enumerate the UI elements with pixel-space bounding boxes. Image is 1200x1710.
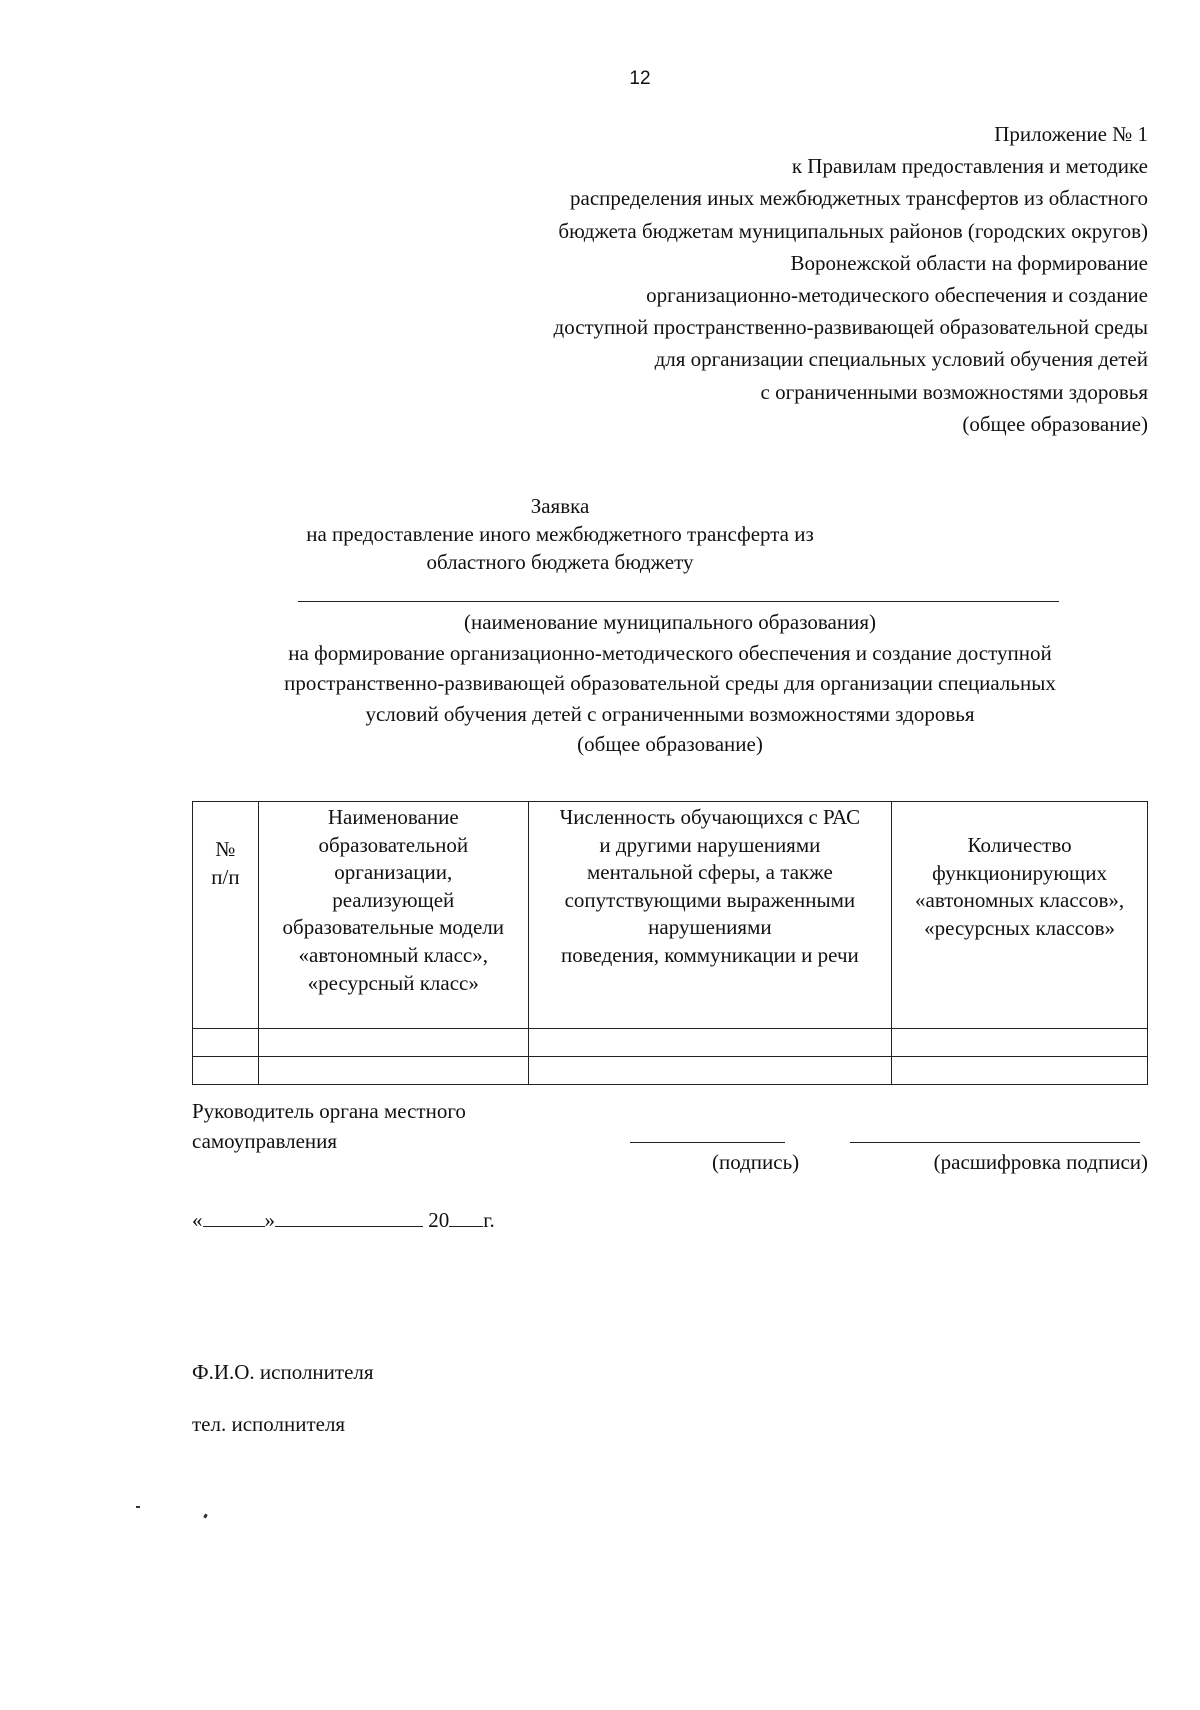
table-cell[interactable] — [892, 1029, 1148, 1057]
table-cell[interactable] — [258, 1029, 528, 1057]
appendix-line: бюджета бюджетам муниципальных районов (городских округов) — [558, 218, 1148, 243]
table-cell[interactable] — [528, 1057, 892, 1085]
header-org-line: образовательной — [318, 832, 469, 857]
scan-speck — [136, 1506, 140, 1508]
appendix-line: организационно-методического обеспечения и создание — [646, 283, 1148, 308]
header-org-line: «ресурсный класс» — [307, 970, 479, 995]
document-title — [180, 492, 940, 576]
municipality-name-caption: (наименование муниципального образования) — [463, 610, 877, 634]
table-cell[interactable] — [258, 1057, 528, 1085]
appendix-line: (общее образование) — [962, 411, 1148, 436]
signature-field[interactable] — [630, 1142, 785, 1143]
header-num-line: № — [215, 837, 236, 861]
header-classes-line: Количество — [967, 833, 1072, 857]
date-month-field[interactable] — [275, 1204, 423, 1227]
signer-title — [192, 1096, 466, 1156]
header-students-line: нарушениями — [648, 915, 772, 940]
header-organization — [258, 802, 528, 1029]
header-classes-line: «автономных классов», — [915, 888, 1125, 913]
title-heading: Заявка — [530, 494, 590, 518]
signature-caption: (подпись) — [712, 1150, 800, 1174]
appendix-line: к Правилам предоставления и методике — [791, 154, 1148, 179]
scan-speck — [203, 1514, 208, 1519]
purpose-line: (общее образование) — [577, 732, 763, 756]
date-day-field[interactable] — [203, 1204, 265, 1227]
table-cell[interactable] — [193, 1057, 259, 1085]
header-num — [193, 802, 259, 1029]
signer-line: Руководитель органа местного — [192, 1099, 466, 1123]
title-line: областного бюджета бюджету — [426, 550, 694, 574]
header-classes-line: «ресурсных классов» — [924, 915, 1116, 940]
date-year-prefix: 20 — [428, 1208, 450, 1232]
appendix-line: Приложение № 1 — [994, 122, 1148, 146]
table-row — [193, 1029, 1148, 1057]
header-students-line: сопутствующими выраженными — [564, 887, 856, 912]
header-students — [528, 802, 892, 1029]
date-year-field[interactable] — [449, 1204, 483, 1227]
appendix-line: доступной пространственно-развивающей образовательной среды — [553, 315, 1148, 340]
purpose-text — [180, 607, 1160, 760]
municipality-name-field[interactable] — [298, 601, 1059, 602]
header-org-line: образовательные модели — [282, 915, 504, 940]
header-org-line: реализующей — [332, 887, 455, 912]
appendix-line: с ограниченными возможностями здоровья — [760, 379, 1148, 404]
header-org-line: «автономный класс», — [298, 942, 488, 967]
header-students-line: ментальной сферы, а также — [587, 860, 833, 885]
date-field — [192, 1204, 495, 1233]
table-cell[interactable] — [892, 1057, 1148, 1085]
signer-line: самоуправления — [192, 1129, 338, 1153]
date-close-quote: » — [264, 1208, 275, 1232]
table-cell[interactable] — [193, 1029, 259, 1057]
request-table — [192, 801, 1148, 1085]
executor-phone-label: тел. исполнителя — [192, 1412, 346, 1436]
header-students-line: и другими нарушениями — [599, 832, 821, 857]
header-students-line: поведения, коммуникации и речи — [561, 942, 859, 967]
appendix-header — [388, 118, 1148, 440]
page-number: 12 — [629, 68, 651, 89]
header-org-line: организации, — [334, 860, 453, 885]
appendix-line: для организации специальных условий обучения детей — [654, 347, 1148, 372]
header-classes — [892, 802, 1148, 1029]
header-num-line: п/п — [211, 864, 240, 889]
header-org-line: Наименование — [327, 805, 459, 829]
table-row — [193, 1057, 1148, 1085]
appendix-line: Воронежской области на формирование — [790, 250, 1148, 275]
date-year-suffix: г. — [483, 1208, 495, 1232]
purpose-line: условий обучения детей с ограниченными возможностями здоровья — [365, 701, 975, 726]
purpose-line: на формирование организационно-методического обеспечения и создание доступной — [288, 640, 1052, 665]
purpose-line: пространственно-развивающей образовательной среды для организации специальных — [284, 671, 1056, 695]
table-cell[interactable] — [528, 1029, 892, 1057]
title-line: на предоставление иного межбюджетного трансферта из — [306, 522, 814, 546]
header-classes-line: функционирующих — [932, 860, 1107, 885]
header-students-line: Численность обучающихся с РАС — [559, 805, 861, 829]
date-open-quote: « — [192, 1208, 203, 1232]
appendix-line: распределения иных межбюджетных трансфертов из областного — [570, 186, 1148, 211]
executor-name-label: Ф.И.О. исполнителя — [192, 1360, 374, 1384]
signature-decode-caption: (расшифровка подписи) — [933, 1150, 1148, 1174]
table-header-row — [193, 802, 1148, 1029]
signature-decode-field[interactable] — [850, 1142, 1140, 1143]
